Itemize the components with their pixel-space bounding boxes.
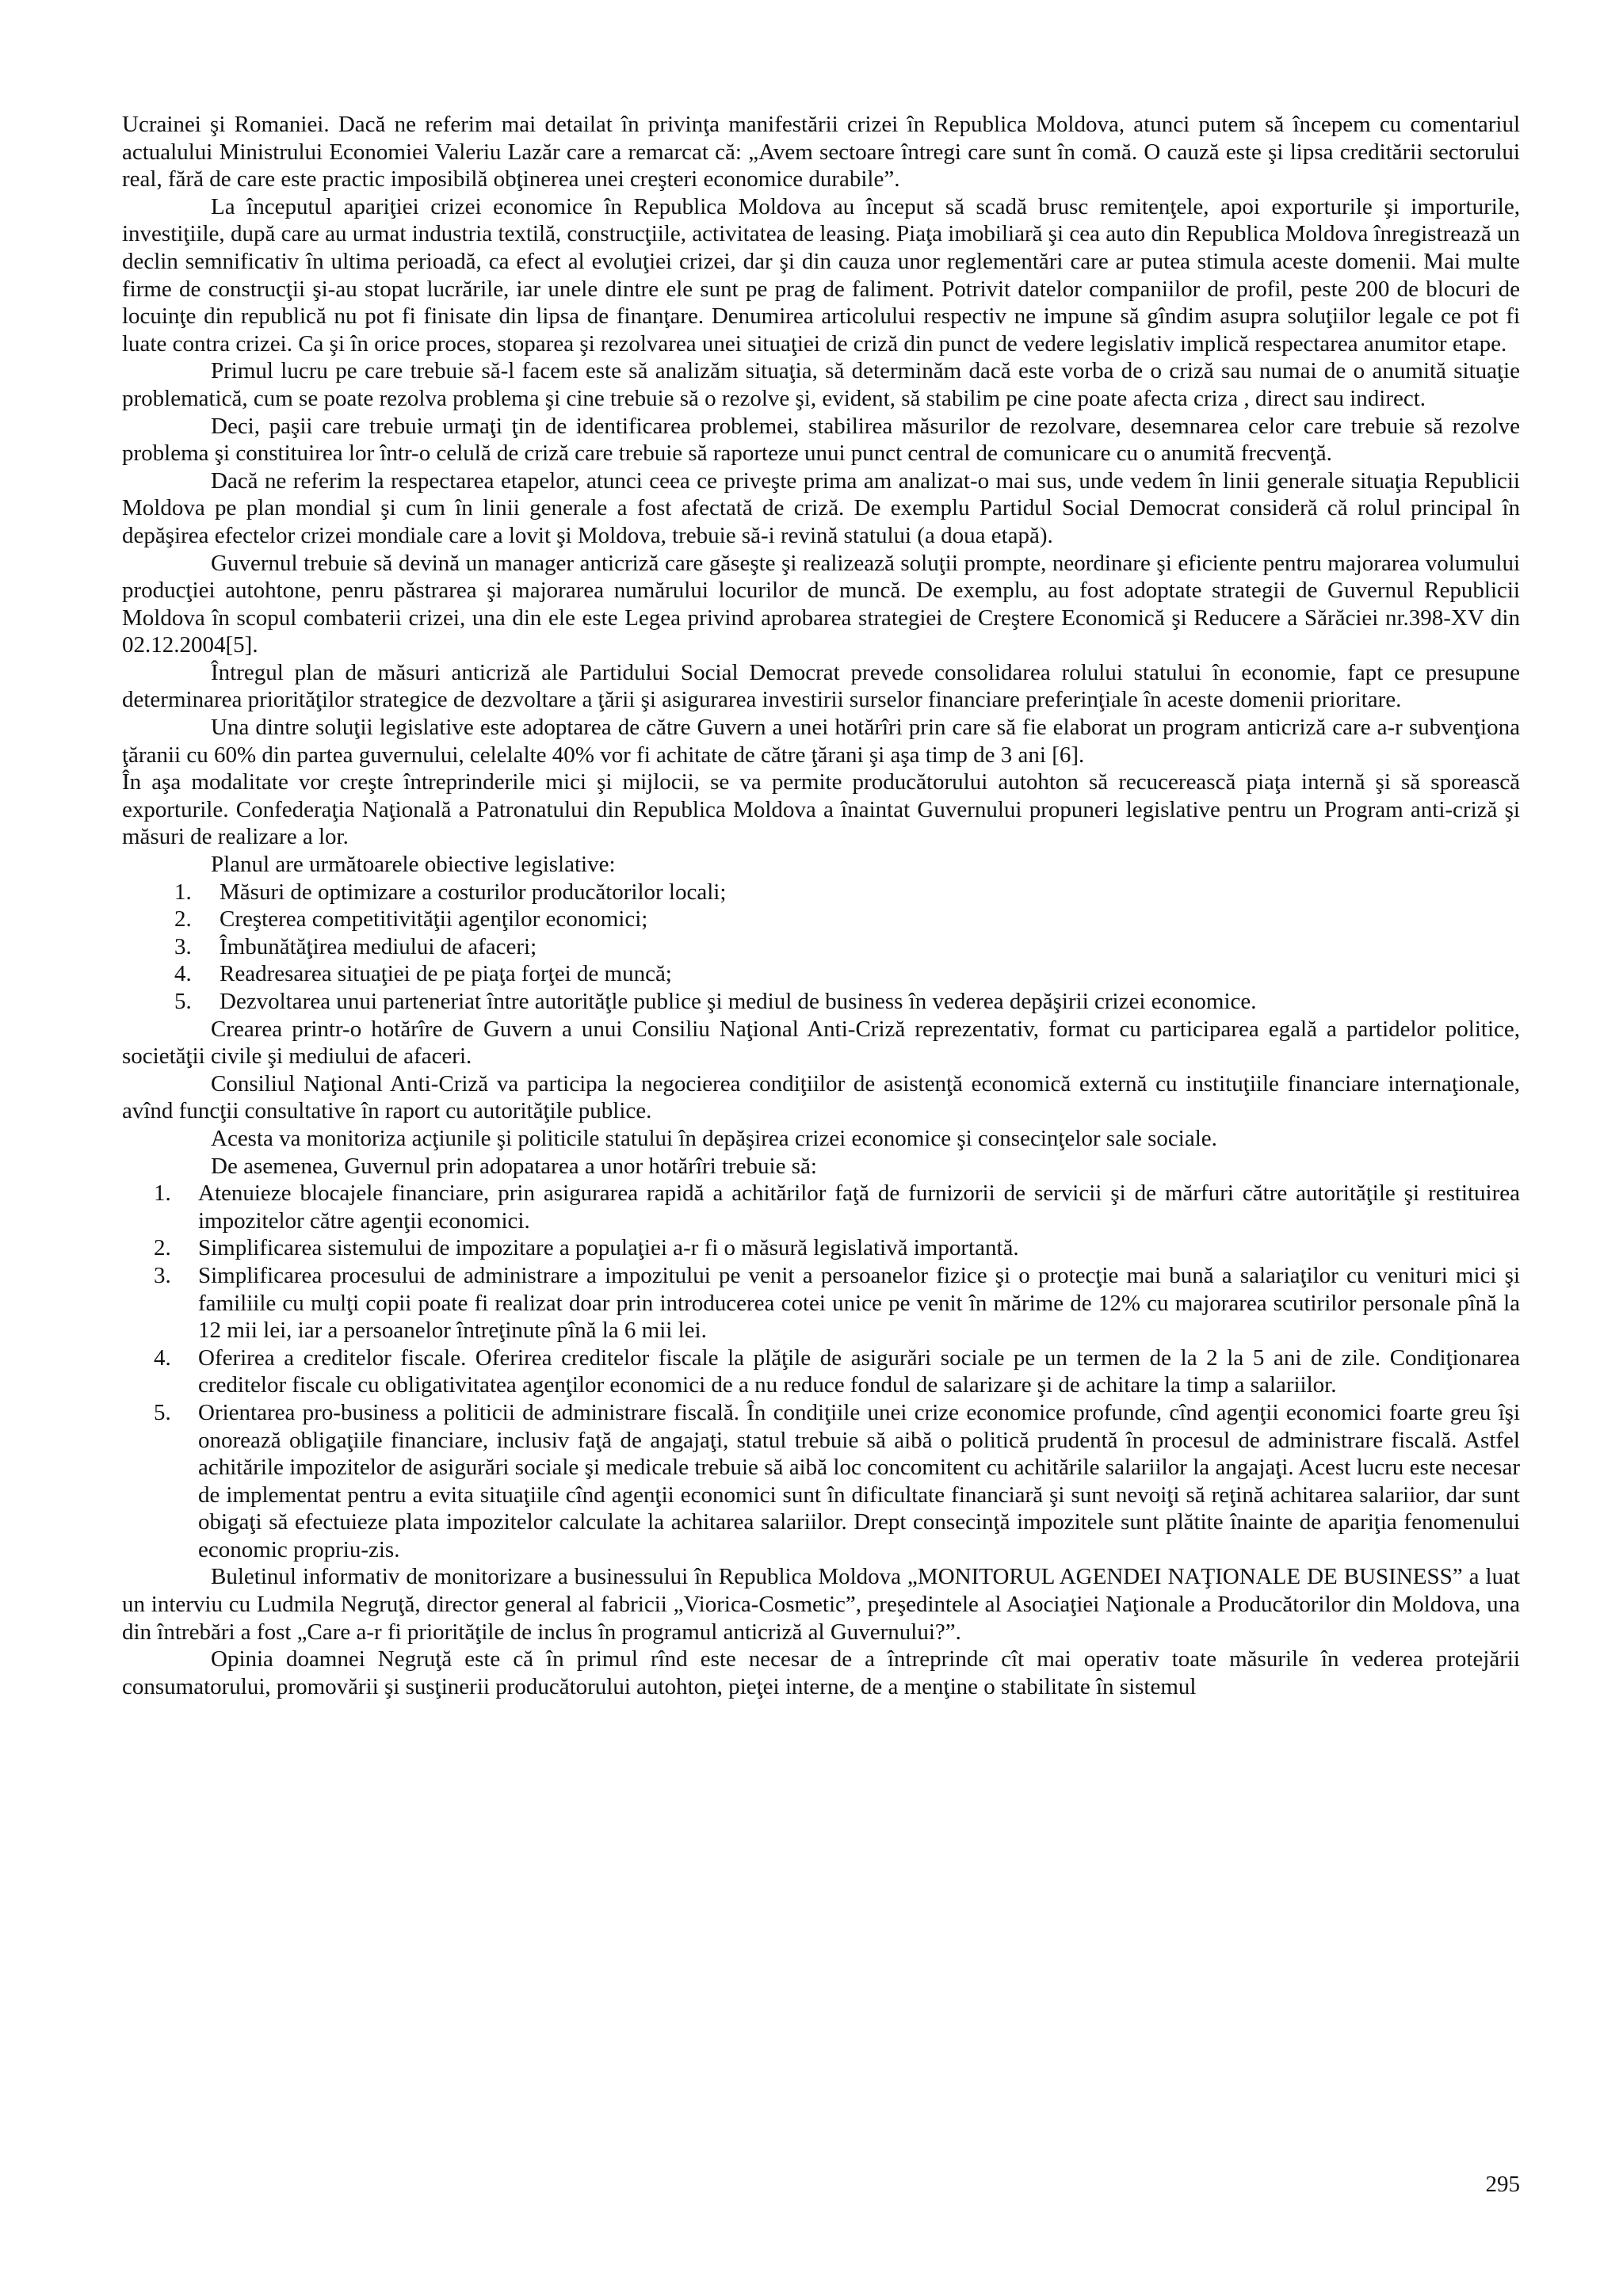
paragraphs-middle bbox=[122, 1016, 1520, 1180]
list-item bbox=[122, 1180, 1520, 1234]
list-item bbox=[122, 906, 1520, 933]
paragraph: Ucrainei şi Romaniei. Dacă ne referim mai detailat în privinţa manifestării crizei în Republica Moldova, atunci putem să începem cu comentariul actualului Ministrului Economiei Valeriu Lazăr care a remarcat că: „Avem sectoare întregi care sunt în comă. O cauză este şi lipsa creditării sectorului real, fără de care este practic imposibilă obţinerea unei creşteri economice durabile”. bbox=[122, 112, 1520, 193]
paragraph: Opinia doamnei Negruţă este că în primul rînd este necesar de a întreprinde cît mai operativ toate măsurile în vederea protejării consumatorului, promovării şi susţinerii producătorului autohton, pieţei interne, de a menţine o stabilitate în sistemul bbox=[122, 1646, 1520, 1699]
list-item bbox=[122, 988, 1520, 1016]
paragraph: Consiliul Naţional Anti-Criză va participa la negocierea condiţiilor de asistenţă economică externă cu instituţiile financiare internaţionale, avînd funcţii consultative în raport cu autorităţile publice. bbox=[122, 1070, 1520, 1124]
paragraph: Crearea printr-o hotărîre de Guvern a unui Consiliu Naţional Anti-Criză reprezentativ, format cu participarea egală a partidelor politice, societăţii civile şi mediului de afaceri. bbox=[122, 1016, 1520, 1070]
paragraphs-top bbox=[122, 111, 1520, 879]
paragraph: Primul lucru pe care trebuie să-l facem este să analizăm situaţia, să determinăm dacă este vorba de o criză sau numai de o anumită situaţie problematică, cum se poate rezolva problema şi cine trebuie să o rezolve şi, evident, să stabilim pe cine poate afecta criza , direct sau indirect. bbox=[122, 358, 1520, 411]
list-text: Dezvoltarea unui parteneriat între autorităţle publice şi mediul de business în vederea depăşirii crizei economice. bbox=[220, 989, 1257, 1014]
list-text: Oferirea a creditelor fiscale. Oferirea creditelor fiscale la plăţile de asigurări sociale pe un termen de la 2 la 5 ani de zile. Condiţionarea creditelor fiscale cu obligativitatea agenţilor economici de a nu reduce fondul de salarizare şi de achitare la timp a salariilor. bbox=[198, 1344, 1520, 1398]
list-text: Atenuieze blocajele financiare, prin asigurarea rapidă a achitărilor faţă de furnizorii de servicii şi de mărfuri către autorităţile şi restituirea impozitelor către agenţii economici. bbox=[198, 1180, 1520, 1234]
document-page bbox=[122, 111, 1520, 1700]
paragraph: În aşa modalitate vor creşte întreprinderile mici şi mijlocii, se va permite producătorului autohton să recucerească piaţa internă şi să sporească exporturile. Confederaţia Naţională a Patronatului din Republica Moldova a înaintat Guvernului propuneri legislative pentru un Program anti-criză şi măsuri de realizare a lor. bbox=[122, 769, 1520, 850]
list-number: 5. bbox=[174, 989, 192, 1014]
list-text: Îmbunătăţirea mediului de afaceri; bbox=[220, 933, 537, 959]
list-text: Simplificarea procesului de administrare a impozitului pe venit a persoanelor fizice şi o protecţie mai bună a salariaţilor cu venituri mici şi familiile cu mulţi copii poate fi realizat doar prin introducerea cotei unice pe venit în mărime de 12% cu majorarea scutirilor personale pînă la 12 mii lei, iar a persoanelor întreţinute pînă la 6 mii lei. bbox=[198, 1262, 1520, 1344]
list-item bbox=[122, 1262, 1520, 1344]
list-item bbox=[122, 879, 1520, 906]
paragraph: Întregul plan de măsuri anticriză ale Partidului Social Democrat prevede consolidarea rolului statului în economie, fapt ce presupune determinarea priorităţilor strategice de dezvoltare a ţării şi asigurarea investirii surselor financiare preferinţiale în aceste domenii prioritare. bbox=[122, 659, 1520, 713]
list-number: 3. bbox=[174, 933, 192, 959]
list-text: Măsuri de optimizare a costurilor producătorilor locali; bbox=[220, 879, 727, 905]
list-number: 2. bbox=[154, 1235, 171, 1261]
list-text: Readresarea situaţiei de pe piaţa forţei de muncă; bbox=[220, 961, 672, 987]
list-text: Orientarea pro-business a politicii de administrare fiscală. În condiţiile unei crize economice profunde, cînd agenţii economici foarte greu îşi onorează obligaţiile financiare, inclusiv faţă de angajaţi, statul trebuie să aibă o politică prudentă în procesul de administrare fiscală. Astfel achitările impozitelor de asigurări sociale şi medicale trebuie să aibă loc concomitent cu achitările salariilor la angajaţi. Acest lucru este necesar de implementat pentru a evita situaţiile cînd agenţii economici sunt în dificultate financiară şi sunt nevoiţi să reţină achitarea salariior, dar sunt obigaţi să efectuieze plata impozitelor calculate la achitarea salariilor. Drept consecinţă impozitele sunt plătite înainte de apariţia fenomenului economic propriu-zis. bbox=[198, 1399, 1520, 1562]
paragraph: Deci, paşii care trebuie urmaţi ţin de identificarea problemei, stabilirea măsurilor de rezolvare, desemnarea celor care trebuie să rezolve problema şi constituirea lor într-o celulă de criză care trebuie să raporteze unui punct central de comunicare cu o anumită frecvenţă. bbox=[122, 413, 1520, 467]
page-number: 295 bbox=[1485, 2172, 1520, 2197]
list-item bbox=[122, 1344, 1520, 1399]
list-item bbox=[122, 933, 1520, 961]
paragraph: Acesta va monitoriza acţiunile şi politicile statului în depăşirea crizei economice şi consecinţelor sale sociale. bbox=[211, 1125, 1217, 1151]
paragraph: Buletinul informativ de monitorizare a businessului în Republica Moldova „MONITORUL AGENDEI NAŢIONALE DE BUSINESS” a luat un interviu cu Ludmila Negruţă, director general al fabricii „Viorica-Cosmetic”, preşedintele al Asociaţiei Naţionale a Producătorilor din Moldova, una din întrebări a fost „Care a-r fi priorităţile de inclus în programul anticriză al Guvernului?”. bbox=[122, 1564, 1520, 1645]
paragraph: Dacă ne referim la respectarea etapelor, atunci ceea ce priveşte prima am analizat-o mai sus, unde vedem în linii generale situaţia Republicii Moldova pe plan mondial şi cum în linii generale a fost afectată de criză. De exemplu Partidul Social Democrat consideră că rolul principal în depăşirea efectelor crizei mondiale care a lovit şi Moldova, trebuie să-i revină statului (a doua etapă). bbox=[122, 467, 1520, 548]
list-item bbox=[122, 1399, 1520, 1564]
list-number: 4. bbox=[174, 961, 192, 987]
list-item bbox=[122, 960, 1520, 988]
paragraph: Una dintre soluţii legislative este adoptarea de către Guvern a unei hotărîri prin care să fie elaborat un program anticriză care a-r subvenţiona ţăranii cu 60% din partea guvernului, celelalte 40% vor fi achitate de către ţărani şi aşa timp de 3 ani [6]. bbox=[122, 715, 1520, 768]
measures-list bbox=[122, 1180, 1520, 1563]
list-number: 3. bbox=[154, 1262, 171, 1288]
paragraph: La începutul apariţiei crizei economice în Republica Moldova au început să scadă brusc remitenţele, apoi exporturile şi importurile, investiţiile, după care au urmat industria textilă, construcţiile, activitatea de leasing. Piaţa imobiliară şi cea auto din Republica Moldova înregistrează un declin semnificativ în ultima perioadă, ca efect al evoluţiei crizei, dar şi din cauza unor reglementări care ar putea stimula aceste domenii. Mai multe firme de construcţii şi-au stopat lucrările, iar unele dintre ele sunt pe prag de faliment. Potrivit datelor companiilor de profil, peste 200 de blocuri de locuinţe din republică nu pot fi finisate din lipsa de finanţare. Denumirea articolului respectiv ne impune să gîndim asupra soluţiilor legale ce pot fi luate contra crizei. Ca şi în orice proces, stoparea şi rezolvarea unei situaţiei de criză din punct de vedere legislativ implică respectarea anumitor etape. bbox=[122, 193, 1520, 357]
list-text: Simplificarea sistemului de impozitare a populaţiei a-r fi o măsură legislativă importantă. bbox=[198, 1235, 1019, 1261]
list-item bbox=[122, 1234, 1520, 1262]
list-number: 1. bbox=[174, 879, 192, 905]
list-text: Creşterea competitivităţii agenţilor economici; bbox=[220, 906, 648, 933]
paragraph: De asemenea, Guvernul prin adopatarea a unor hotărîri trebuie să: bbox=[211, 1153, 817, 1179]
list-number: 4. bbox=[154, 1344, 171, 1371]
paragraph: Planul are următoarele obiective legislative: bbox=[211, 852, 616, 878]
list-number: 5. bbox=[154, 1399, 171, 1425]
list-number: 2. bbox=[174, 906, 192, 933]
paragraphs-bottom bbox=[122, 1563, 1520, 1700]
list-number: 1. bbox=[154, 1180, 171, 1207]
paragraph: Guvernul trebuie să devină un manager anticriză care găseşte şi realizează soluţii prompte, neordinare şi eficiente pentru majorarea volumului producţiei autohtone, penru păstrarea şi majorarea numărului locurilor de muncă. De exemplu, au fost adoptate strategii de Guvernul Republicii Moldova în scopul combaterii crizei, una din ele este Legea privind aprobarea strategiei de Creştere Economică şi Reducere a Sărăciei nr.398-XV din 02.12.2004[5]. bbox=[122, 550, 1520, 658]
objectives-list bbox=[122, 879, 1520, 1016]
